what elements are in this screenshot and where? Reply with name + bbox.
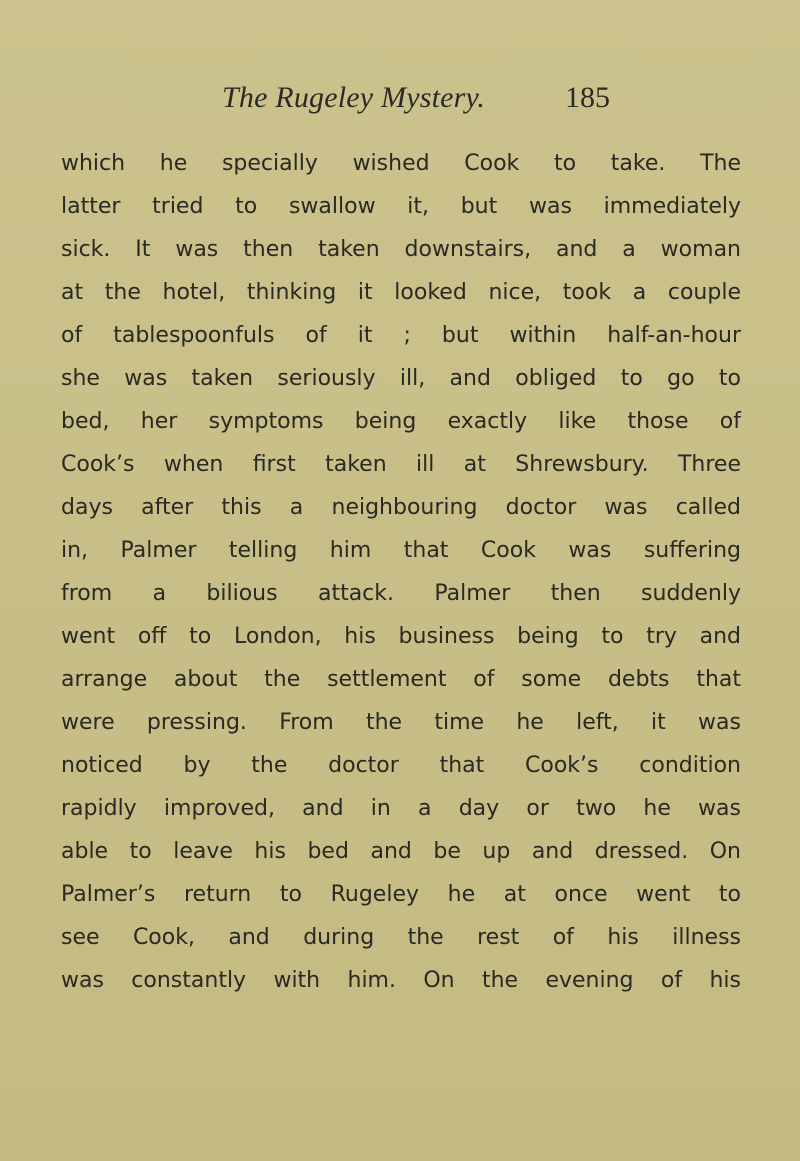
text-line: Palmer’s return to Rugeley he at once went to — [61, 882, 741, 907]
text-line: latter tried to swallow it, but was immediately — [61, 194, 741, 219]
text-line: from a bilious attack. Palmer then suddenly — [61, 581, 741, 606]
text-line: rapidly improved, and in a day or two he was — [61, 796, 741, 821]
text-line: bed, her symptoms being exactly like those of — [61, 409, 741, 434]
running-title: The Rugeley Mystery. — [222, 81, 486, 114]
text-line: was constantly with him. On the evening of his — [61, 968, 741, 993]
text-line: days after this a neighbouring doctor was called — [61, 495, 741, 520]
body-text — [61, 144, 741, 1004]
text-line: she was taken seriously ill, and obliged to go to — [61, 366, 741, 391]
text-line: arrange about the settlement of some debts that — [61, 667, 741, 692]
page-number: 185 — [565, 81, 610, 114]
text-line: sick. It was then taken downstairs, and a woman — [61, 237, 741, 262]
text-line: which he specially wished Cook to take. The — [61, 151, 741, 176]
text-line: were pressing. From the time he left, it was — [61, 710, 741, 735]
text-line: noticed by the doctor that Cook’s condition — [61, 753, 741, 778]
text-line: able to leave his bed and be up and dressed. On — [61, 839, 741, 864]
text-line: see Cook, and during the rest of his illness — [61, 925, 741, 950]
text-line: of tablespoonfuls of it ; but within half-an-hour — [61, 323, 741, 348]
page-header — [0, 72, 800, 122]
text-line: Cook’s when first taken ill at Shrewsbury. Three — [61, 452, 741, 477]
text-line: in, Palmer telling him that Cook was suffering — [61, 538, 741, 563]
text-line: went off to London, his business being to try and — [61, 624, 741, 649]
text-line: at the hotel, thinking it looked nice, took a couple — [61, 280, 741, 305]
